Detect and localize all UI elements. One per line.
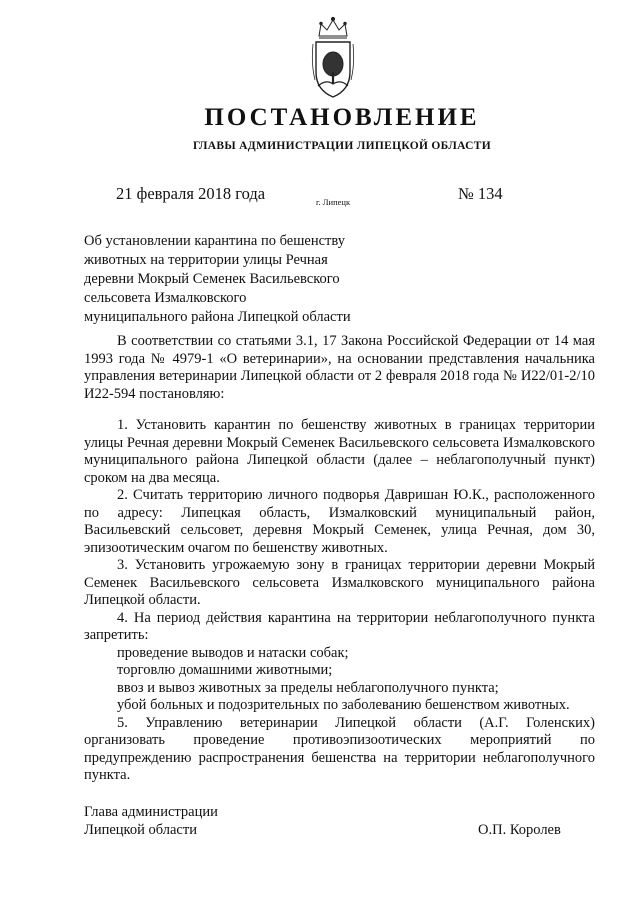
document-date: 21 февраля 2018 года: [116, 184, 266, 203]
issuer-subtitle: ГЛАВЫ АДМИНИСТРАЦИИ ЛИПЕЦКОЙ ОБЛАСТИ: [193, 140, 491, 152]
signatory-position-line: Липецкой области: [84, 822, 197, 838]
lipetsk-coat-of-arms-icon: [311, 14, 355, 100]
item-5-paragraph: 5. Управлению ветеринарии Липецкой области (А.Г. Голенских) организовать проведение противоэпизоотических мероприятий по предупреждению распространения бешенства на территории неблагополучного пункта.: [84, 714, 595, 783]
item-4-subitem: торговлю домашними животными;: [117, 662, 333, 678]
item-1-paragraph: 1. Установить карантин по бешенству животных в границах территории улицы Речная деревни Мокрый Семенек Васильевского сельсовета Измалковского муниципального района Липецкой области (далее – неблагополучный пункт) сроком на два месяца.: [84, 417, 595, 486]
item-3-paragraph: 3. Установить угрожаемую зону в границах территории деревни Мокрый Семенек Васильевского сельсовета Измалковского муниципального района Липецкой области.: [84, 557, 595, 608]
document-subject: [84, 232, 384, 327]
document-city: г. Липецк: [316, 197, 351, 207]
signatory-position: [84, 803, 218, 839]
preamble-paragraph: В соответствии со статьями 3.1, 17 Закона Российской Федерации от 14 мая 1993 года № 4979-1 «О ветеринарии», на основании представления начальника управления ветеринарии Липецкой области от 2 февраля 2018 года № И22/01-2/10 И22-594 постановляю:: [84, 333, 595, 402]
subject-line: Об установлении карантина по бешенству: [84, 233, 345, 249]
item-4-subitem: проведение выводов и натаски собак;: [117, 644, 349, 661]
subject-line: животных на территории улицы Речная: [84, 252, 328, 268]
signatory-name: О.П. Королев: [478, 822, 561, 838]
item-4-paragraph: 4. На период действия карантина на территории неблагополучного пункта запретить:: [84, 609, 595, 643]
item-4-subitem: убой больных и подозрительных по заболеванию бешенством животных.: [117, 697, 570, 713]
document-number: № 134: [458, 184, 503, 203]
item-2-paragraph: 2. Считать территорию личного подворья Давришан Ю.К., расположенного по адресу: Липецкая область, Измалковский муниципальный район, Васильевский сельсовет, деревня Мокрый Семенек, улица Речная, дом 30, эпизоотическим очагом по бешенству животных.: [84, 487, 595, 556]
page-title: ПОСТАНОВЛЕНИЕ: [204, 104, 480, 131]
subject-line: сельсовета Измалковского: [84, 290, 247, 306]
subject-line: деревни Мокрый Семенек Васильевского: [84, 271, 340, 287]
item-4-subitem: ввоз и вывоз животных за пределы неблагополучного пункта;: [117, 679, 499, 696]
document-body: [84, 333, 595, 785]
signatory-position-line: Глава администрации: [84, 804, 218, 820]
subject-line: муниципального района Липецкой области: [84, 309, 351, 325]
